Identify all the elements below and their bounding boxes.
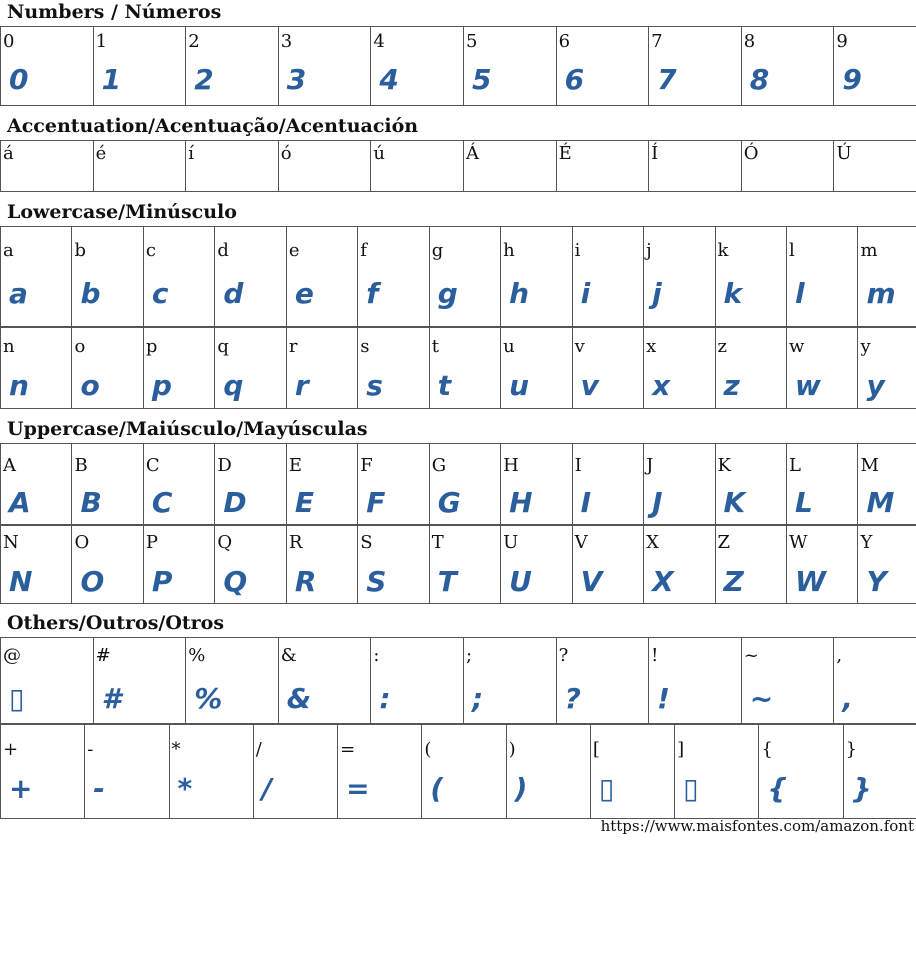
char-label: ó bbox=[280, 143, 292, 164]
char-label: Ó bbox=[743, 143, 759, 164]
char-glyph-sample: 2 bbox=[194, 63, 213, 96]
char-glyph-sample: M bbox=[866, 486, 894, 519]
char-glyph-sample: c bbox=[151, 277, 168, 310]
char-glyph-sample: ; bbox=[471, 682, 483, 715]
char-label: 0 bbox=[3, 31, 15, 52]
char-label: ; bbox=[465, 645, 473, 666]
char-glyph-sample: j bbox=[652, 277, 661, 310]
char-glyph-sample: l bbox=[794, 277, 804, 310]
char-label: : bbox=[373, 645, 380, 666]
char-cell bbox=[715, 444, 786, 526]
char-cell bbox=[338, 724, 422, 819]
char-label: z bbox=[717, 336, 728, 357]
lowercase-grid-row-1 bbox=[0, 226, 916, 328]
char-cell bbox=[286, 227, 357, 328]
char-label: n bbox=[3, 336, 15, 357]
lowercase-grid-row-2 bbox=[0, 326, 916, 409]
numbers-grid bbox=[0, 26, 916, 106]
char-cell bbox=[715, 227, 786, 328]
char-label: { bbox=[761, 739, 773, 760]
char-label: c bbox=[145, 240, 156, 261]
char-cell bbox=[463, 638, 556, 725]
char-cell bbox=[215, 444, 286, 526]
char-glyph-sample: y bbox=[866, 369, 884, 402]
char-label: V bbox=[574, 532, 588, 553]
char-glyph-sample: } bbox=[851, 772, 871, 805]
char-cell bbox=[186, 141, 279, 192]
char-label: ~ bbox=[743, 645, 759, 666]
char-label: Ú bbox=[836, 143, 852, 164]
char-label: Á bbox=[465, 143, 479, 164]
char-label: Z bbox=[717, 532, 731, 553]
char-cell bbox=[143, 227, 214, 328]
char-glyph-sample: 4 bbox=[379, 63, 398, 96]
char-label: T bbox=[431, 532, 444, 553]
char-label: í bbox=[188, 143, 194, 164]
char-cell bbox=[1, 327, 72, 409]
grid-row bbox=[1, 227, 916, 328]
char-label: É bbox=[558, 143, 572, 164]
char-glyph-sample: z bbox=[723, 369, 739, 402]
char-glyph-sample: / bbox=[261, 772, 272, 805]
char-glyph-sample: P bbox=[151, 565, 172, 598]
char-cell bbox=[759, 724, 843, 819]
char-cell bbox=[143, 525, 214, 604]
char-cell bbox=[858, 444, 916, 526]
char-cell bbox=[858, 327, 916, 409]
char-label: N bbox=[3, 532, 19, 553]
char-glyph-sample: t bbox=[437, 369, 451, 402]
char-label: 6 bbox=[558, 31, 571, 52]
char-glyph-sample: , bbox=[842, 682, 852, 715]
char-cell bbox=[786, 327, 857, 409]
char-cell bbox=[556, 27, 649, 106]
char-glyph-sample: U bbox=[509, 565, 531, 598]
char-glyph-sample: x bbox=[652, 369, 670, 402]
char-glyph-sample: 6 bbox=[564, 63, 584, 96]
char-glyph-sample: ( bbox=[430, 772, 443, 805]
char-label: + bbox=[3, 739, 19, 760]
char-glyph-sample: ~ bbox=[749, 682, 773, 715]
char-cell bbox=[843, 724, 916, 819]
char-cell bbox=[1, 27, 94, 106]
char-cell bbox=[644, 327, 715, 409]
numbers-title: Numbers / Números bbox=[7, 1, 222, 23]
char-label: e bbox=[288, 240, 300, 261]
source-url: https://www.maisfontes.com/amazon.font bbox=[600, 817, 914, 835]
char-cell bbox=[143, 327, 214, 409]
char-label: u bbox=[503, 336, 515, 357]
accentuation-title: Accentuation/Acentuação/Acentuación bbox=[7, 115, 419, 137]
char-cell bbox=[371, 141, 464, 192]
char-label: w bbox=[788, 336, 805, 357]
char-glyph-sample: E bbox=[294, 486, 313, 519]
char-cell bbox=[72, 327, 143, 409]
char-glyph-sample: 5 bbox=[471, 63, 491, 96]
char-label: r bbox=[288, 336, 298, 357]
char-label: a bbox=[3, 240, 14, 261]
char-cell bbox=[506, 724, 590, 819]
char-cell bbox=[715, 327, 786, 409]
char-label: m bbox=[860, 240, 878, 261]
char-glyph-sample: p bbox=[151, 369, 171, 402]
char-glyph-sample: ▯ bbox=[598, 772, 614, 805]
char-glyph-sample: O bbox=[80, 565, 104, 598]
char-label: Í bbox=[651, 143, 659, 164]
char-glyph-sample: ? bbox=[564, 682, 580, 715]
char-cell bbox=[429, 227, 500, 328]
char-cell bbox=[278, 638, 371, 725]
char-cell bbox=[429, 525, 500, 604]
char-cell bbox=[1, 525, 72, 604]
char-glyph-sample: : bbox=[379, 682, 390, 715]
char-cell bbox=[644, 525, 715, 604]
char-cell bbox=[786, 227, 857, 328]
char-cell bbox=[169, 724, 253, 819]
char-label: * bbox=[171, 739, 181, 760]
char-label: Q bbox=[217, 532, 233, 553]
char-cell bbox=[1, 724, 85, 819]
char-label: j bbox=[646, 240, 652, 261]
char-glyph-sample: r bbox=[294, 369, 308, 402]
char-glyph-sample: s bbox=[366, 369, 382, 402]
char-label: A bbox=[3, 455, 16, 476]
grid-row bbox=[1, 724, 916, 819]
char-label: t bbox=[431, 336, 439, 357]
char-glyph-sample: ▯ bbox=[9, 682, 24, 715]
char-label: 5 bbox=[465, 31, 478, 52]
char-cell bbox=[1, 227, 72, 328]
char-glyph-sample: i bbox=[580, 277, 590, 310]
char-label: } bbox=[845, 739, 858, 760]
char-label: q bbox=[217, 336, 229, 357]
char-glyph-sample: X bbox=[652, 565, 673, 598]
char-label: L bbox=[788, 455, 801, 476]
char-cell bbox=[556, 141, 649, 192]
char-label: 9 bbox=[836, 31, 848, 52]
others-title: Others/Outros/Otros bbox=[7, 612, 225, 634]
char-label: C bbox=[145, 455, 160, 476]
char-cell bbox=[286, 444, 357, 526]
char-label: ) bbox=[508, 739, 516, 760]
grid-row bbox=[1, 27, 916, 106]
char-label: s bbox=[360, 336, 370, 357]
others-grid-row-2 bbox=[0, 723, 916, 819]
char-glyph-sample: f bbox=[366, 277, 378, 310]
char-cell bbox=[1, 444, 72, 526]
char-cell bbox=[644, 444, 715, 526]
char-glyph-sample: g bbox=[437, 277, 457, 310]
char-label: = bbox=[340, 739, 356, 760]
char-cell bbox=[741, 638, 834, 725]
char-label: ú bbox=[373, 143, 385, 164]
char-label: é bbox=[95, 143, 107, 164]
char-label: g bbox=[431, 240, 444, 261]
char-cell bbox=[215, 227, 286, 328]
char-glyph-sample: T bbox=[437, 565, 456, 598]
char-label: , bbox=[836, 645, 843, 666]
grid-row bbox=[1, 638, 916, 725]
char-cell bbox=[278, 27, 371, 106]
char-cell bbox=[358, 525, 429, 604]
char-label: y bbox=[860, 336, 871, 357]
char-label: K bbox=[717, 455, 731, 476]
char-label: x bbox=[646, 336, 657, 357]
char-glyph-sample: + bbox=[9, 772, 32, 805]
char-cell bbox=[463, 141, 556, 192]
uppercase-grid-row-2 bbox=[0, 524, 916, 604]
char-label: R bbox=[288, 532, 303, 553]
char-label: d bbox=[217, 240, 229, 261]
char-cell bbox=[358, 227, 429, 328]
char-cell bbox=[358, 327, 429, 409]
char-label: W bbox=[788, 532, 808, 553]
char-label: I bbox=[574, 455, 582, 476]
char-glyph-sample: D bbox=[223, 486, 246, 519]
char-glyph-sample: I bbox=[580, 486, 591, 519]
char-glyph-sample: 8 bbox=[749, 63, 769, 96]
char-cell bbox=[1, 141, 94, 192]
char-label: E bbox=[288, 455, 302, 476]
char-label: D bbox=[217, 455, 232, 476]
char-cell bbox=[741, 141, 834, 192]
char-glyph-sample: v bbox=[580, 369, 598, 402]
char-glyph-sample: = bbox=[346, 772, 369, 805]
char-cell bbox=[572, 327, 643, 409]
char-glyph-sample: A bbox=[9, 486, 30, 519]
char-cell bbox=[278, 141, 371, 192]
char-glyph-sample: Y bbox=[866, 565, 886, 598]
char-glyph-sample: b bbox=[80, 277, 100, 310]
char-glyph-sample: - bbox=[93, 772, 104, 805]
char-label: P bbox=[145, 532, 159, 553]
char-cell bbox=[501, 227, 572, 328]
char-cell bbox=[834, 141, 916, 192]
char-label: S bbox=[360, 532, 373, 553]
char-label: B bbox=[74, 455, 88, 476]
char-glyph-sample: 0 bbox=[9, 63, 28, 96]
char-label: 8 bbox=[743, 31, 756, 52]
char-label: l bbox=[788, 240, 795, 261]
char-cell bbox=[85, 724, 169, 819]
char-label: ! bbox=[651, 645, 659, 666]
char-cell bbox=[186, 638, 279, 725]
char-glyph-sample: Z bbox=[723, 565, 743, 598]
char-glyph-sample: d bbox=[223, 277, 243, 310]
char-cell bbox=[358, 444, 429, 526]
char-label: % bbox=[188, 645, 206, 666]
char-cell bbox=[590, 724, 674, 819]
char-label: k bbox=[717, 240, 729, 261]
char-cell bbox=[371, 27, 464, 106]
grid-row bbox=[1, 444, 916, 526]
char-label: f bbox=[360, 240, 367, 261]
char-cell bbox=[371, 638, 464, 725]
char-label: á bbox=[3, 143, 14, 164]
char-label: 2 bbox=[188, 31, 200, 52]
grid-row bbox=[1, 141, 916, 192]
char-glyph-sample: G bbox=[437, 486, 460, 519]
char-glyph-sample: 3 bbox=[286, 63, 306, 96]
char-cell bbox=[72, 525, 143, 604]
char-glyph-sample: { bbox=[767, 772, 787, 805]
char-glyph-sample: 7 bbox=[657, 63, 676, 96]
char-label: F bbox=[360, 455, 373, 476]
others-grid-row-1 bbox=[0, 637, 916, 725]
char-glyph-sample: C bbox=[151, 486, 172, 519]
char-cell bbox=[572, 525, 643, 604]
char-label: & bbox=[280, 645, 297, 666]
char-cell bbox=[715, 525, 786, 604]
char-label: X bbox=[646, 532, 659, 553]
char-cell bbox=[786, 525, 857, 604]
char-cell bbox=[649, 638, 742, 725]
char-glyph-sample: V bbox=[580, 565, 602, 598]
char-glyph-sample: h bbox=[509, 277, 529, 310]
char-cell bbox=[644, 227, 715, 328]
char-label: [ bbox=[592, 739, 600, 760]
char-cell bbox=[741, 27, 834, 106]
char-glyph-sample: q bbox=[223, 369, 243, 402]
char-label: 3 bbox=[280, 31, 293, 52]
char-glyph-sample: * bbox=[177, 772, 192, 805]
char-glyph-sample: n bbox=[9, 369, 28, 402]
char-glyph-sample: J bbox=[652, 486, 662, 519]
char-cell bbox=[72, 227, 143, 328]
char-cell bbox=[215, 525, 286, 604]
char-cell bbox=[429, 444, 500, 526]
char-glyph-sample: K bbox=[723, 486, 745, 519]
char-label: ] bbox=[677, 739, 685, 760]
char-label: Y bbox=[860, 532, 873, 553]
char-glyph-sample: w bbox=[794, 369, 820, 402]
char-label: ? bbox=[558, 645, 569, 666]
char-label: v bbox=[574, 336, 585, 357]
uppercase-grid-row-1 bbox=[0, 443, 916, 526]
char-cell bbox=[649, 141, 742, 192]
char-glyph-sample: W bbox=[794, 565, 825, 598]
char-cell bbox=[422, 724, 506, 819]
char-label: # bbox=[95, 645, 111, 666]
char-cell bbox=[286, 327, 357, 409]
char-glyph-sample: S bbox=[366, 565, 386, 598]
char-cell bbox=[253, 724, 337, 819]
char-label: J bbox=[646, 455, 654, 476]
uppercase-title: Uppercase/Maiúsculo/Mayúsculas bbox=[7, 418, 368, 440]
char-glyph-sample: F bbox=[366, 486, 385, 519]
char-cell bbox=[72, 444, 143, 526]
char-label: i bbox=[574, 240, 581, 261]
char-cell bbox=[786, 444, 857, 526]
char-label: M bbox=[860, 455, 879, 476]
char-glyph-sample: ! bbox=[657, 682, 669, 715]
char-label: H bbox=[503, 455, 519, 476]
char-cell bbox=[501, 525, 572, 604]
char-label: 1 bbox=[95, 31, 108, 52]
char-glyph-sample: o bbox=[80, 369, 99, 402]
char-cell bbox=[93, 638, 186, 725]
char-glyph-sample: & bbox=[286, 682, 311, 715]
lowercase-title: Lowercase/Minúsculo bbox=[7, 201, 237, 223]
char-cell bbox=[572, 227, 643, 328]
char-label: O bbox=[74, 532, 90, 553]
char-cell bbox=[463, 27, 556, 106]
char-cell bbox=[1, 638, 94, 725]
char-label: o bbox=[74, 336, 86, 357]
char-cell bbox=[834, 638, 916, 725]
char-cell bbox=[858, 227, 916, 328]
char-glyph-sample: # bbox=[101, 682, 121, 715]
accentuation-grid bbox=[0, 140, 916, 192]
char-cell bbox=[93, 27, 186, 106]
grid-row bbox=[1, 525, 916, 604]
char-cell bbox=[834, 27, 916, 106]
char-cell bbox=[429, 327, 500, 409]
char-label: G bbox=[431, 455, 447, 476]
char-glyph-sample: u bbox=[509, 369, 529, 402]
char-cell bbox=[286, 525, 357, 604]
char-label: / bbox=[255, 739, 262, 760]
char-glyph-sample: R bbox=[294, 565, 316, 598]
char-glyph-sample: N bbox=[9, 565, 32, 598]
char-cell bbox=[675, 724, 759, 819]
char-label: b bbox=[74, 240, 86, 261]
char-cell bbox=[556, 638, 649, 725]
char-glyph-sample: L bbox=[794, 486, 812, 519]
char-label: ( bbox=[424, 739, 432, 760]
char-cell bbox=[858, 525, 916, 604]
char-cell bbox=[215, 327, 286, 409]
char-glyph-sample: e bbox=[294, 277, 313, 310]
char-label: p bbox=[145, 336, 158, 357]
char-glyph-sample: Q bbox=[223, 565, 247, 598]
char-glyph-sample: k bbox=[723, 277, 742, 310]
char-cell bbox=[501, 327, 572, 409]
char-cell bbox=[501, 444, 572, 526]
char-label: U bbox=[503, 532, 519, 553]
char-glyph-sample: H bbox=[509, 486, 532, 519]
char-cell bbox=[93, 141, 186, 192]
char-glyph-sample: ) bbox=[514, 772, 527, 805]
char-label: 7 bbox=[651, 31, 663, 52]
char-glyph-sample: 1 bbox=[101, 63, 121, 96]
char-label: @ bbox=[3, 645, 21, 666]
char-glyph-sample: ▯ bbox=[683, 772, 698, 805]
char-glyph-sample: % bbox=[194, 682, 222, 715]
char-cell bbox=[649, 27, 742, 106]
char-label: - bbox=[87, 739, 94, 760]
char-glyph-sample: m bbox=[866, 277, 895, 310]
char-cell bbox=[572, 444, 643, 526]
char-cell bbox=[186, 27, 279, 106]
char-glyph-sample: 9 bbox=[842, 63, 861, 96]
char-label: h bbox=[503, 240, 515, 261]
grid-row bbox=[1, 327, 916, 409]
char-cell bbox=[143, 444, 214, 526]
char-label: 4 bbox=[373, 31, 385, 52]
char-glyph-sample: a bbox=[9, 277, 27, 310]
char-glyph-sample: B bbox=[80, 486, 101, 519]
